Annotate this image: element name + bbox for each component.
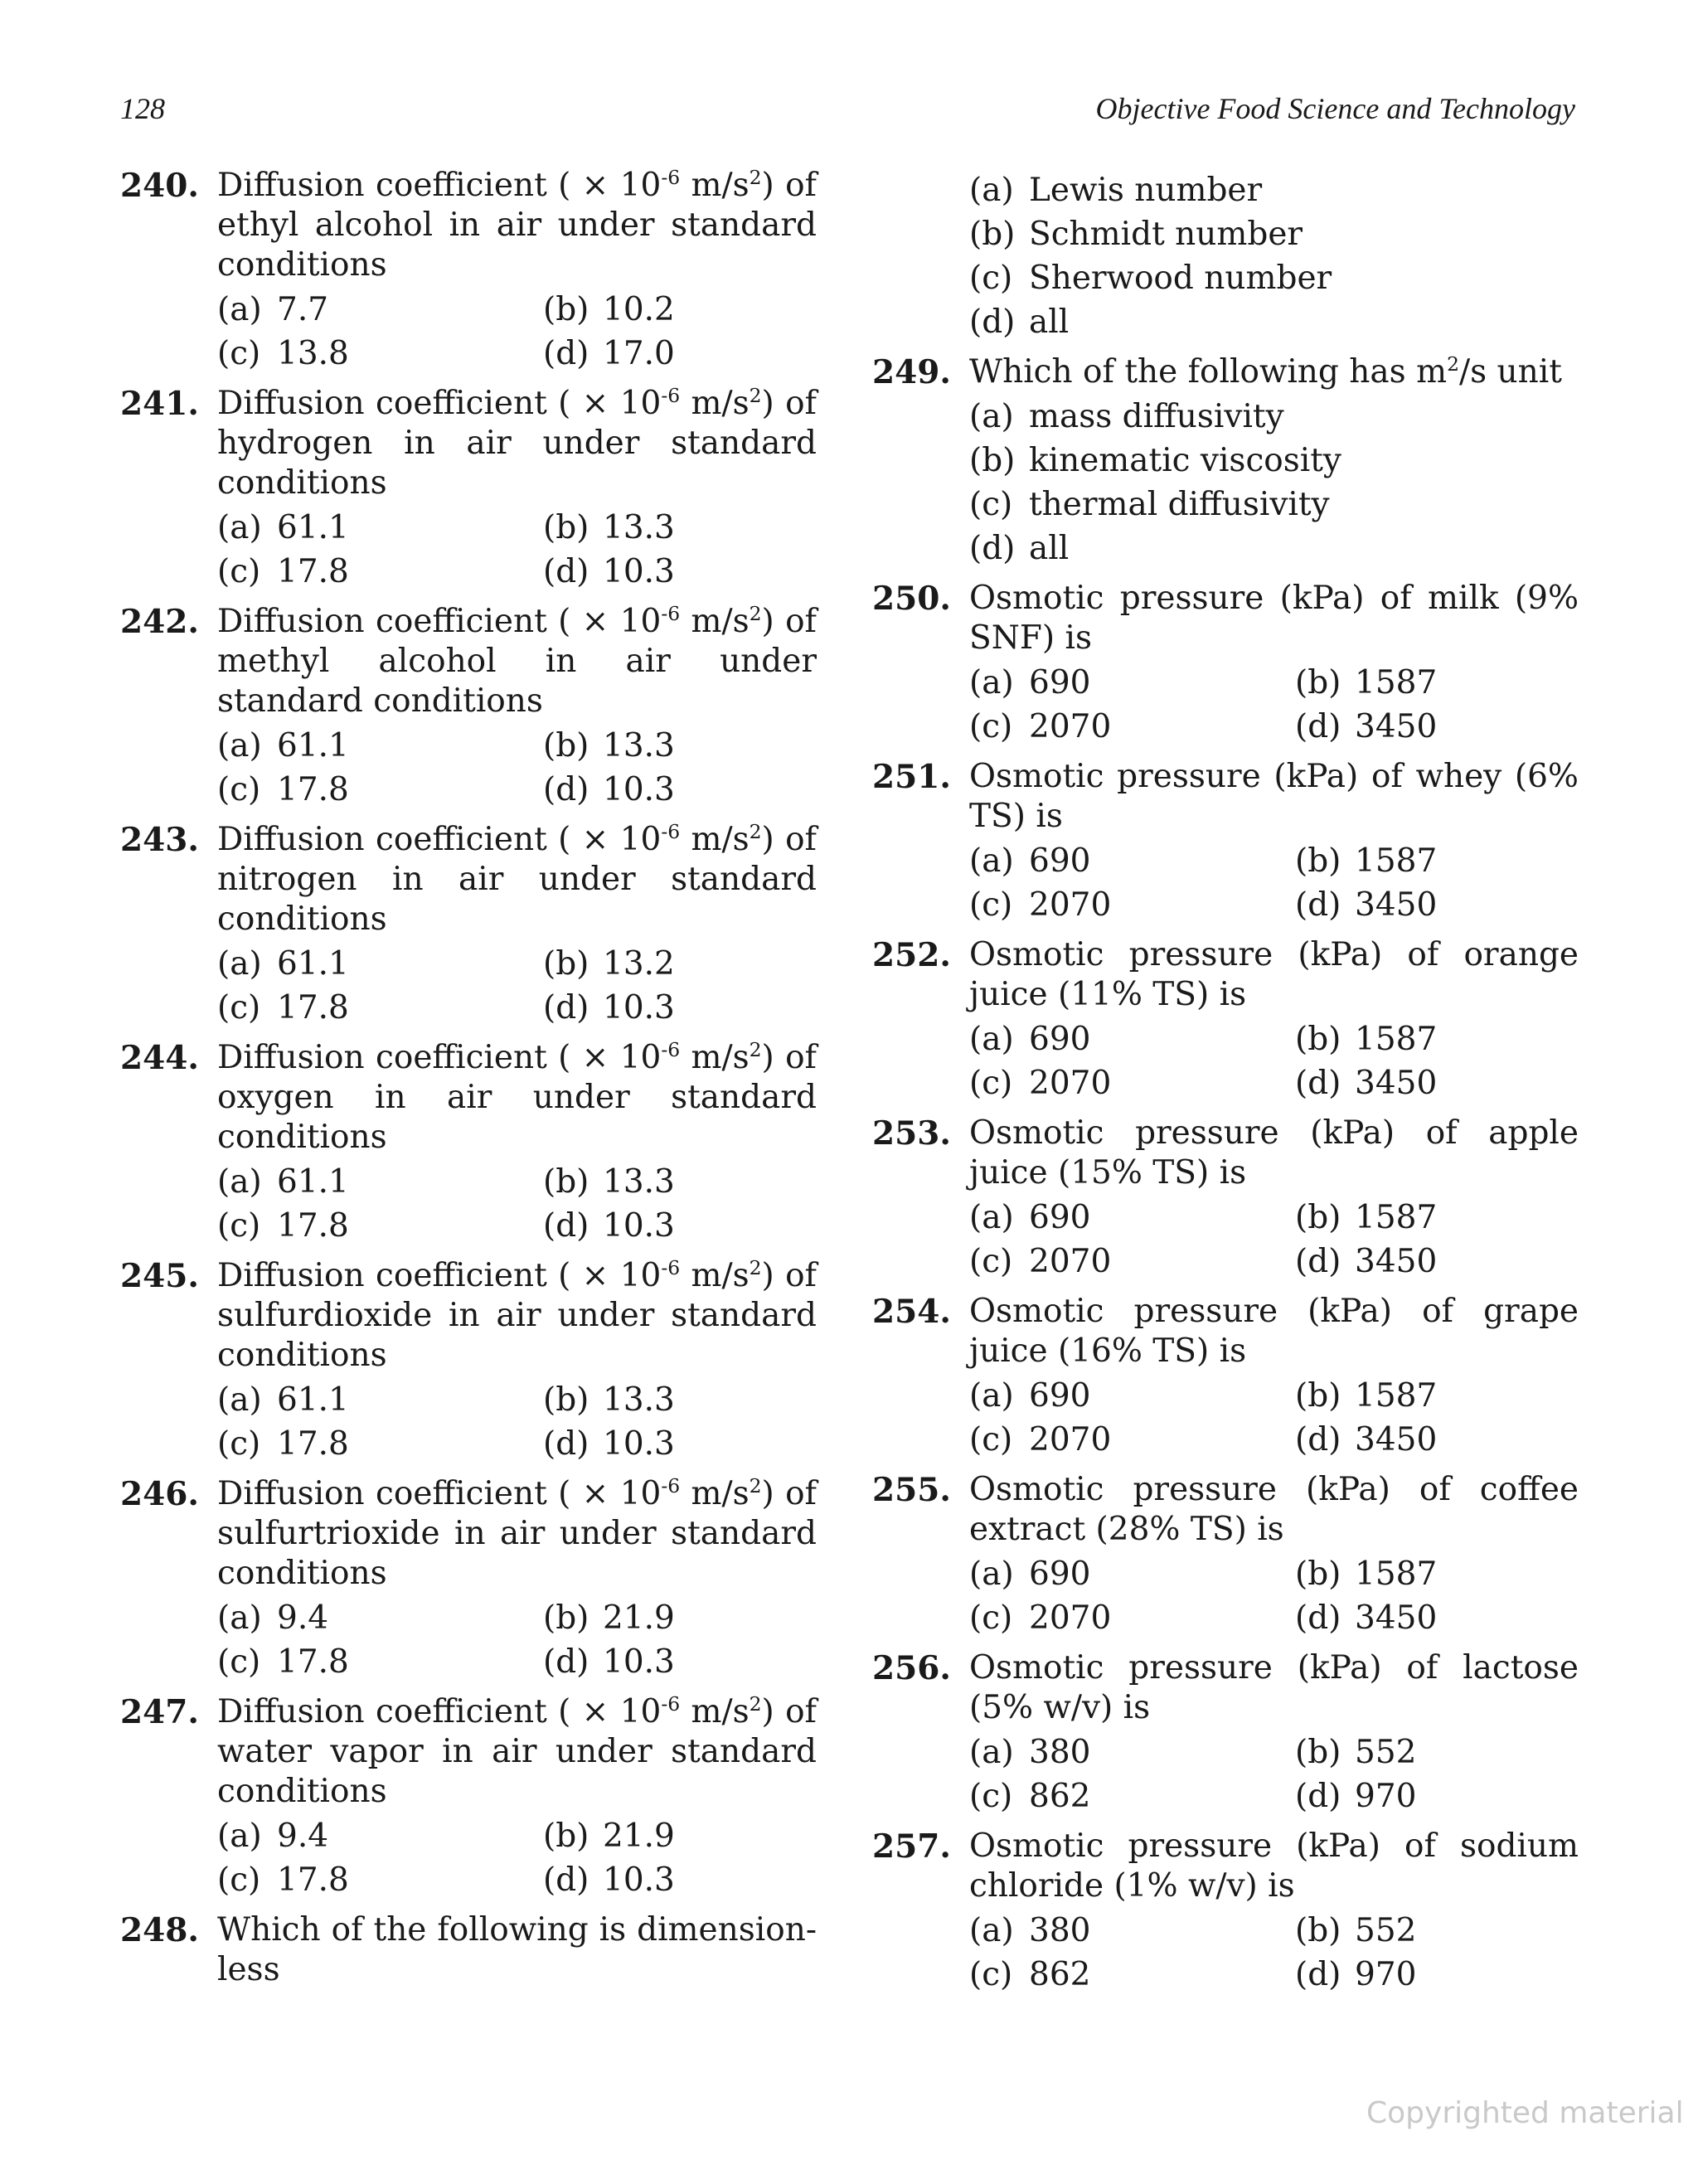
question-number: 242.: [120, 603, 199, 641]
option-a: (a) 61.1: [217, 945, 349, 983]
option-b: (b) 10.2: [543, 291, 675, 328]
question-number: 245.: [120, 1257, 199, 1295]
option-c: (c) 17.8: [217, 1207, 349, 1245]
question-240: [120, 166, 817, 374]
question-stem: Which of the following has $m^2/s$ unit: [969, 352, 1562, 391]
option-b: (b) 1587: [1295, 1199, 1438, 1236]
question-245: [120, 1256, 817, 1464]
option-d: (d) 3450: [1295, 1421, 1438, 1458]
option-c: (c) 862: [969, 1778, 1091, 1815]
question-number: 243.: [120, 821, 199, 859]
option-d: (d) 3450: [1295, 1243, 1438, 1280]
question-241: [120, 384, 817, 592]
question-253: [872, 1114, 1579, 1282]
question-number: 244.: [120, 1039, 199, 1077]
option-d: (d) 3450: [1295, 1065, 1438, 1102]
option-c: (c) 17.8: [217, 1643, 349, 1681]
question-243: [120, 820, 817, 1028]
option-b: (b) 552: [1295, 1734, 1417, 1771]
question-255: [872, 1470, 1579, 1638]
option-a: (a) mass diffusivity: [969, 398, 1284, 435]
option-c: (c) 17.8: [217, 771, 349, 808]
question-number: 250.: [872, 580, 951, 618]
question-number: 251.: [872, 758, 951, 796]
option-c: (c) 17.8: [217, 989, 349, 1026]
option-c: (c) 2070: [969, 886, 1112, 924]
page-header: [120, 91, 1575, 133]
option-b: (b) 552: [1295, 1912, 1417, 1949]
question-stem: Diffusion coefficient ( × $10^{-6}$ $m/s^2$) of oxygen in air under standard conditions: [217, 1038, 817, 1156]
question-number: 247.: [120, 1693, 199, 1731]
option-d: (d) 970: [1295, 1778, 1417, 1815]
option-d: (d) 10.3: [543, 1207, 675, 1245]
question-246: [120, 1474, 817, 1682]
question-number: 256.: [872, 1649, 951, 1687]
option-b: (b) 1587: [1295, 1377, 1438, 1415]
question-stem: Osmotic pressure (kPa) of orange juice (11% TS) is: [969, 936, 1579, 1013]
option-b: (b) 1587: [1295, 1555, 1438, 1593]
option-b: (b) Schmidt number: [969, 216, 1303, 253]
question-248-options: [872, 171, 1579, 342]
question-stem: Osmotic pressure (kPa) of whey (6% TS) is: [969, 758, 1579, 835]
question-number: 249.: [872, 353, 951, 391]
option-d: (d) 3450: [1295, 886, 1438, 924]
right-question-list: [872, 579, 1579, 1995]
option-c: (c) 17.8: [217, 1425, 349, 1463]
option-b: (b) 1587: [1295, 664, 1438, 701]
question-number: 246.: [120, 1475, 199, 1513]
option-c: (c) 2070: [969, 708, 1112, 745]
option-a: (a) 690: [969, 842, 1091, 880]
option-d: (d) 10.3: [543, 989, 675, 1026]
question-number: 241.: [120, 385, 199, 423]
question-number: 252.: [872, 936, 951, 974]
question-stem: Diffusion coefficient ( × $10^{-6}$ $m/s^2$) of hydrogen in air under standard conditions: [217, 384, 817, 502]
option-d: (d) 3450: [1295, 708, 1438, 745]
option-a: (a) 61.1: [217, 727, 349, 764]
question-stem: Diffusion coefficient ( × $10^{-6}$ $m/s^2$) of nitrogen in air under standard conditions: [217, 820, 817, 938]
option-a: (a) 380: [969, 1734, 1091, 1771]
question-number: 254.: [872, 1293, 951, 1331]
copyright-watermark: Copyrighted material: [1366, 2096, 1684, 2130]
question-244: [120, 1038, 817, 1246]
question-stem: Diffusion coefficient ( × $10^{-6}$ $m/s^2$) of sulfurtrioxide in air under standard conditions: [217, 1474, 817, 1592]
book-title: Objective Food Science and Technology: [1095, 92, 1575, 125]
option-b: (b) 1587: [1295, 842, 1438, 880]
option-a: (a) 9.4: [217, 1818, 329, 1855]
option-d: (d) 10.3: [543, 553, 675, 590]
option-d: (d) 970: [1295, 1956, 1417, 1993]
option-c: (c) 2070: [969, 1599, 1112, 1637]
option-d: (d) 17.0: [543, 335, 675, 372]
page-number: 128: [120, 92, 165, 125]
question-stem: Osmotic pressure (kPa) of grape juice (16% TS) is: [969, 1293, 1579, 1370]
option-a: (a) 690: [969, 1555, 1091, 1593]
option-b: (b) 1587: [1295, 1021, 1438, 1058]
option-a: (a) Lewis number: [969, 172, 1263, 209]
question-254: [872, 1292, 1579, 1460]
option-c: (c) thermal diffusivity: [969, 486, 1330, 523]
option-b: (b) kinematic viscosity: [969, 442, 1341, 479]
question-247: [120, 1692, 817, 1900]
option-d: (d) 10.3: [543, 1643, 675, 1681]
question-stem: Osmotic pressure (kPa) of sodium chloride (1% w/v) is: [969, 1827, 1579, 1905]
option-b: (b) 21.9: [543, 1818, 675, 1855]
question-number: 255.: [872, 1471, 951, 1509]
question-stem: Diffusion coefficient ( × $10^{-6}$ $m/s^2$) of methyl alcohol in air under standard conditions: [217, 602, 817, 720]
question-stem: Diffusion coefficient ( × $10^{-6}$ $m/s^2$) of ethyl alcohol in air under standard conditions: [217, 166, 817, 284]
left-column: [120, 166, 817, 2000]
option-d: (d) all: [969, 530, 1070, 567]
option-c: (c) 17.8: [217, 1861, 349, 1899]
question-number: 240.: [120, 167, 199, 205]
option-a: (a) 690: [969, 1021, 1091, 1058]
option-a: (a) 61.1: [217, 1163, 349, 1201]
option-c: (c) 17.8: [217, 553, 349, 590]
option-d: (d) 3450: [1295, 1599, 1438, 1637]
option-a: (a) 690: [969, 1377, 1091, 1415]
question-stem: Osmotic pressure (kPa) of milk (9% SNF) is: [969, 580, 1579, 657]
option-d: (d) 10.3: [543, 1861, 675, 1899]
option-c: (c) Sherwood number: [969, 260, 1332, 297]
question-stem: Diffusion coefficient ( × $10^{-6}$ $m/s^2$) of sulfurdioxide in air under standard conditions: [217, 1256, 817, 1374]
option-b: (b) 13.3: [543, 727, 675, 764]
option-d: (d) 10.3: [543, 1425, 675, 1463]
option-b: (b) 21.9: [543, 1599, 675, 1637]
question-251: [872, 757, 1579, 925]
option-c: (c) 2070: [969, 1421, 1112, 1458]
option-a: (a) 690: [969, 664, 1091, 701]
option-c: (c) 2070: [969, 1065, 1112, 1102]
option-d: (d) all: [969, 303, 1070, 341]
option-c: (c) 862: [969, 1956, 1091, 1993]
option-a: (a) 380: [969, 1912, 1091, 1949]
question-250: [872, 579, 1579, 747]
option-c: (c) 2070: [969, 1243, 1112, 1280]
question-stem: Osmotic pressure (kPa) of lactose (5% w/v) is: [969, 1649, 1579, 1726]
question-256: [872, 1648, 1579, 1817]
option-b: (b) 13.2: [543, 945, 675, 983]
question-stem: Osmotic pressure (kPa) of apple juice (15% TS) is: [969, 1114, 1579, 1191]
option-a: (a) 690: [969, 1199, 1091, 1236]
option-b: (b) 13.3: [543, 1163, 675, 1201]
question-number: 248.: [120, 1911, 199, 1949]
left-question-list: [120, 166, 817, 1900]
option-b: (b) 13.3: [543, 509, 675, 546]
question-number: 253.: [872, 1114, 951, 1153]
option-a: (a) 61.1: [217, 509, 349, 546]
question-248: [120, 1910, 817, 1990]
question-257: [872, 1827, 1579, 1995]
question-stem: Diffusion coefficient ( × $10^{-6}$ $m/s^2$) of water vapor in air under standard conditions: [217, 1692, 817, 1810]
question-252: [872, 935, 1579, 1104]
question-242: [120, 602, 817, 810]
question-stem: Osmotic pressure (kPa) of coffee extract (28% TS) is: [969, 1471, 1579, 1548]
right-column: [872, 166, 1579, 2005]
option-a: (a) 61.1: [217, 1381, 349, 1419]
option-d: (d) 10.3: [543, 771, 675, 808]
question-249: [872, 352, 1579, 569]
option-b: (b) 13.3: [543, 1381, 675, 1419]
option-c: (c) 13.8: [217, 335, 349, 372]
option-a: (a) 7.7: [217, 291, 329, 328]
option-a: (a) 9.4: [217, 1599, 329, 1637]
question-number: 257.: [872, 1827, 951, 1866]
question-stem: Which of the following is dimension-less: [217, 1911, 817, 1988]
